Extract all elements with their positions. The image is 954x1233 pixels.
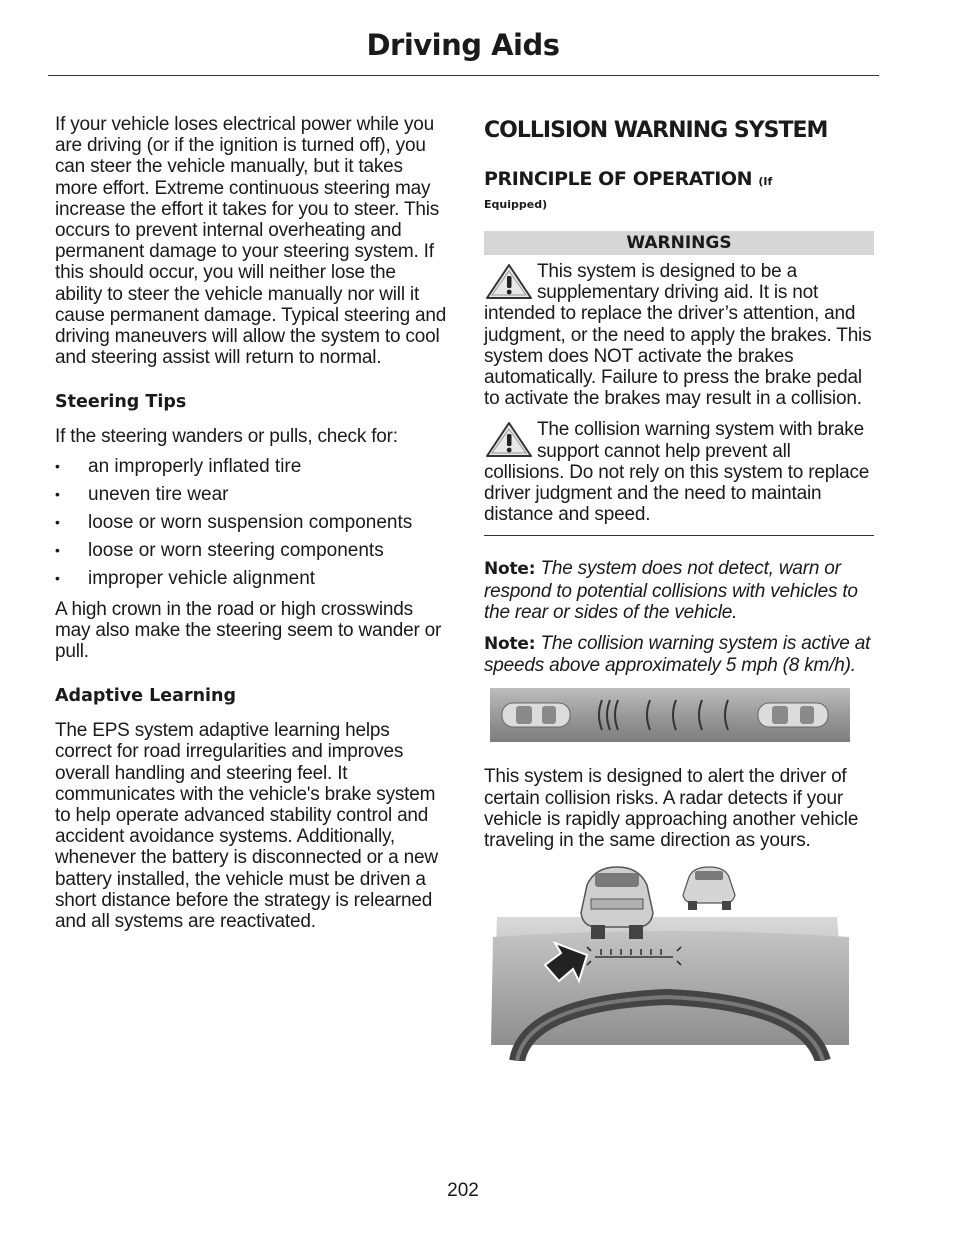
right-column [484,114,874,1061]
steering-tips-after: A high crown in the road or high crosswinds may also make the steering seem to wander or pull. [55,598,442,663]
note-label: Note: [484,634,536,655]
section-title: COLLISION WARNING SYSTEM [484,118,828,143]
left-column [55,114,447,946]
warning-triangle-icon [484,421,534,459]
subsection-qualifier-cont: Equipped) [484,198,548,211]
list-item: • loose or worn steering components [55,540,447,561]
warnings-label: WARNINGS [484,231,874,255]
list-item: • uneven tire wear [55,484,447,505]
warning-text: This system is designed to be a supplementary driving aid. It is not intended to replace the driver’s attention, and judgment, or the need to apply the brakes. This system does NOT activate the brakes automatically. Failure to press the brake pedal to activate the brakes may result in a collision. [484,261,872,410]
radar-illustration [490,688,850,742]
dashboard-illustration [487,865,853,1061]
system-description: This system is designed to alert the driver of certain collision risks. A radar detects if your vehicle is rapidly approaching another vehicle traveling in the same direction as yours. [484,766,859,852]
page-title: Driving Aids [366,28,560,62]
subsection-qualifier: (If [758,175,773,188]
steering-tips-list [55,456,447,589]
steering-tips-lead: If the steering wanders or pulls, check for: [55,426,398,448]
note-label: Note: [484,559,536,580]
list-item: • loose or worn suspension components [55,512,447,533]
list-item: • improper vehicle alignment [55,568,447,589]
subsection-title-text: PRINCIPLE OF OPERATION [484,168,753,190]
car-top-view-icon [758,703,828,727]
adaptive-learning-body: The EPS system adaptive learning helps correct for road irregularities and improves overall handling and steering feel. It communicates with the vehicle's brake system to help operate advanced stability control and accident avoidance systems. Additionally, whenever the battery is disconnected or a new battery installed, the vehicle must be driven a short distance before the strategy is relearned and all systems are reactivated. [55,720,438,933]
list-item: • an improperly inflated tire [55,456,447,477]
warnings-divider [484,535,874,536]
warning-text: The collision warning system with brake support cannot help prevent all collisions. Do not rely on this system to replace driver judgment and the need to maintain distance and speed. [484,419,870,526]
subsection-title [484,167,874,194]
adaptive-learning-heading: Adaptive Learning [55,686,237,707]
note [484,558,874,623]
header-divider [48,75,879,76]
steering-tips-heading: Steering Tips [55,392,187,413]
car-rear-view-icon [683,867,735,910]
intro-paragraph: If your vehicle loses electrical power while you are driving (or if the ignition is turned off), you can steer the vehicle manually, but it takes more effort. Extreme continuous steering may increase the effort it takes for you to steer. This occurs to prevent internal overheating and permanent damage to your steering system. If this should occur, you will neither lose the ability to steer the vehicle manually nor will it cause permanent damage. Typical steering and driving maneuvers will allow the system to cool and steering assist will return to normal. [55,114,447,369]
page-number: 202 [447,1180,479,1201]
note-text: The collision warning system is active at speeds above approximately 5 mph (8 km/h). [484,633,871,677]
note-text: The system does not detect, warn or respond to potential collisions with vehicles to the rear or sides of the vehicle. [484,558,858,623]
note [484,633,874,676]
warning-triangle-icon [484,263,534,301]
warning-block [484,419,874,525]
car-top-view-icon [502,703,570,727]
warning-block [484,261,874,409]
